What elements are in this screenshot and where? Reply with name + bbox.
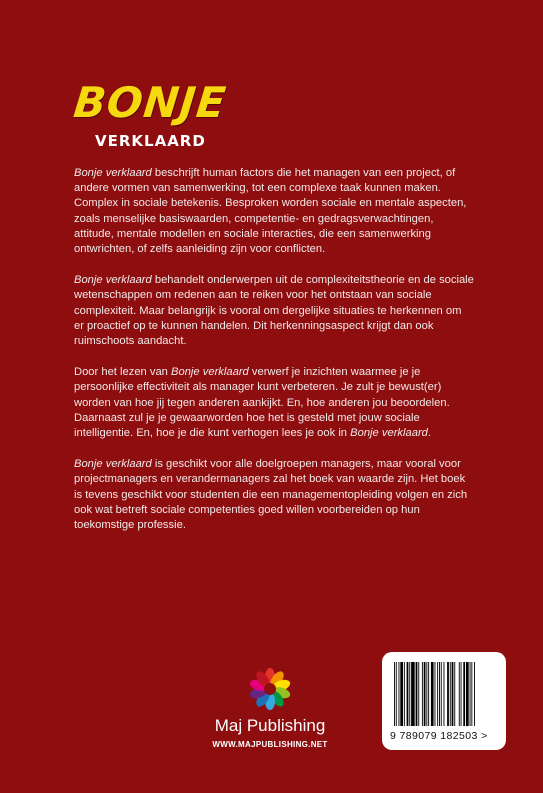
publisher-name: Maj Publishing <box>214 716 326 735</box>
paragraph-text: Door het lezen van <box>74 366 172 379</box>
book-title-italic: Bonje verklaard <box>350 427 428 440</box>
paragraph-2 <box>74 273 474 349</box>
blurb-text <box>74 166 474 549</box>
paragraph-3 <box>74 365 474 441</box>
publisher-block <box>196 668 344 749</box>
paragraph-4 <box>74 457 474 533</box>
paragraph-text: beschrijft human factors die het managen van een project, of andere vormen van samenwerking, tot een complexe taak kunnen maken. Complex in sociale betekenis. Besproken worden sociale en mentale aspecten, zoals menselijke basiswaarden, competentie- en gedragsverwachtingen, attitude, mentale modellen en sociale interacties, die een samenwerking ontwrichten, of zelfs aanleiding zijn voor conflicten. <box>74 167 467 256</box>
logo-subtitle: VERKLAARD <box>95 132 206 150</box>
isbn-number: 9 789079 182503 > <box>390 730 488 742</box>
publisher-logo-icon <box>249 668 291 710</box>
paragraph-text: is geschikt voor alle doelgroepen managers, maar vooral voor projectmanagers en verandermanagers zal het boek van waarde zijn. Het boek is tevens geschikt voor studenten die een managementopleiding volgen en zich ook wat betreft sociale competenties goed willen voorbereiden op hun toekomstige professie. <box>74 458 468 532</box>
book-title-italic: Bonje verklaard <box>171 366 249 379</box>
book-title-italic: Bonje verklaard <box>74 274 152 287</box>
barcode <box>382 652 506 750</box>
book-title-italic: Bonje verklaard <box>74 167 152 179</box>
publisher-url: WWW.MAJPUBLISHING.NET <box>212 740 328 749</box>
paragraph-text: behandelt onderwerpen uit de complexiteitstheorie en de sociale wetenschappen om redenen aan te reiken voor het ontstaan van sociale complexiteit. Maar belangrijk is vooral om dergelijke situaties te herkennen om er proactief op te kunnen handelen. Dit herkenningsaspect krijgt dan ook ruimschoots aandacht. <box>74 274 474 348</box>
logo-title: BONJE <box>71 78 229 127</box>
paragraph-text: verwerf je inzichten waarmee je je persoonlijke effectiviteit als manager kunt verbeteren. Je zult je bewust(er) worden van hoe jij tegen anderen aankijkt. En, hoe anderen jou beoordelen. Daarnaast zul je je gewaarworden hoe het is gesteld met jouw sociale intelligentie. En, hoe je die kunt verhogen lees je ook in <box>74 366 450 440</box>
book-title-italic: Bonje verklaard <box>74 458 152 471</box>
barcode-bars <box>392 662 496 728</box>
paragraph-1 <box>74 166 474 257</box>
paragraph-text: . <box>427 427 431 440</box>
